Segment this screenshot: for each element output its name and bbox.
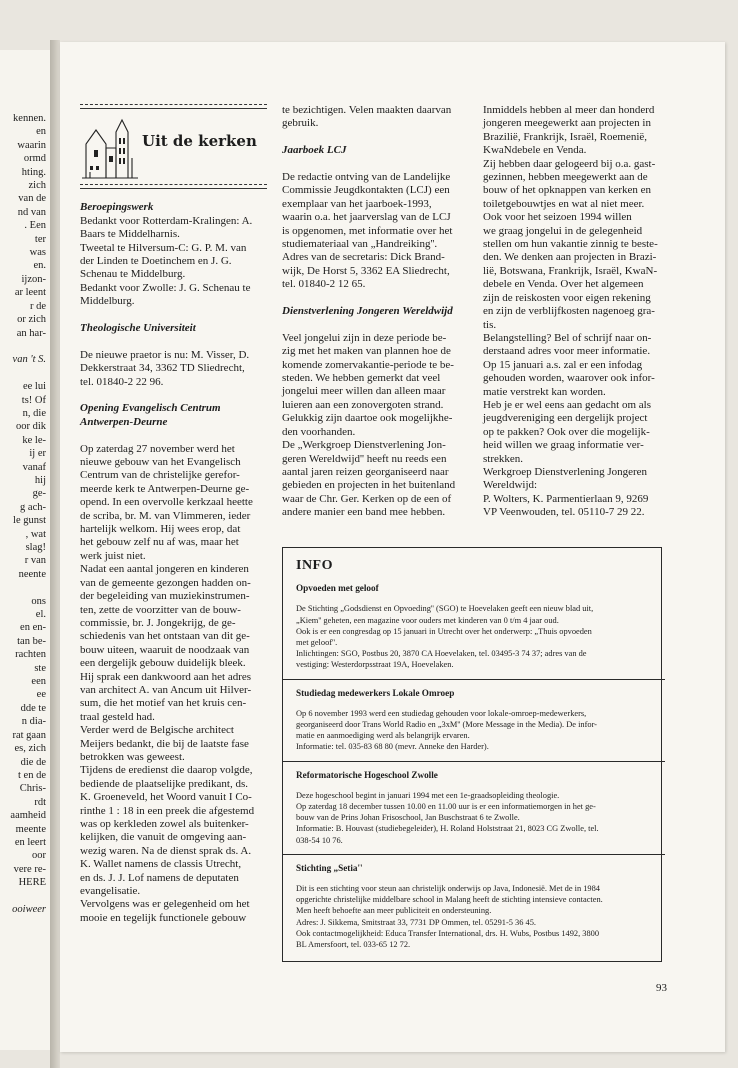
text-line: op te pakken? Ook over die mogelijk-	[483, 425, 650, 438]
previous-page-line: n dia-	[21, 716, 46, 728]
text-line: debele en Venda. Over het algemeen	[483, 278, 644, 291]
text-line: we graag jongelui in de gelegenheid	[483, 224, 643, 237]
info-text-line: vestiging: Westerdorpsstraat 19A, Hoevelaken.	[296, 660, 454, 670]
text-line: Adres van de secretaris: Dick Brand-	[282, 251, 445, 264]
paragraph-gap	[80, 429, 275, 442]
text-line: Wereldwijd:	[483, 479, 538, 492]
previous-page-line: en leert	[14, 836, 46, 848]
paragraph-gap	[80, 335, 275, 348]
paragraph-gap	[282, 292, 477, 305]
text-line: waarin o.a. het jaarverslag van de LCJ	[282, 211, 451, 224]
text-line: Middelburg.	[80, 295, 135, 308]
text-line: Ook voor het seizoen 1994 willen	[483, 211, 632, 224]
text-line: Zij hebben daar gelogeerd bij o.a. gast-	[483, 157, 656, 170]
text-line: hartelijk welkom. Hij wees erop, dat	[80, 523, 241, 536]
previous-page-line: een	[31, 676, 46, 688]
text-line: De „Werkgroep Dienstverlening Jon-	[282, 439, 446, 452]
text-line: Nadat een aantal jongeren en kinderen	[80, 563, 249, 576]
text-line: Hij sprak een dankwoord aan het adres	[80, 670, 252, 683]
text-line: toiletgebouwtjes en wat al niet meer.	[483, 197, 645, 210]
previous-page-line: was	[29, 247, 46, 259]
article-heading: Beroepingswerk	[80, 201, 154, 214]
text-line: Werkgroep Dienstverlening Jongeren	[483, 465, 648, 478]
header-rule-top	[80, 104, 267, 109]
column-3-text	[483, 104, 681, 520]
previous-page-line	[0, 890, 48, 903]
text-line: was op kerkleden zowel als buitenker-	[80, 818, 249, 831]
text-line: van architect A. van Ancum uit Hilver-	[80, 683, 252, 696]
previous-page-line: rdt	[34, 796, 46, 808]
info-text-line: BL Amersfoort, tel. 033-65 12 72.	[296, 940, 411, 950]
previous-page-line	[0, 581, 48, 594]
text-line: wezig waren. Na de dienst sprak ds. A.	[80, 844, 252, 857]
previous-page-line: el.	[35, 609, 46, 621]
text-line: De nieuwe praetor is nu: M. Visser, D.	[80, 348, 250, 361]
text-line: bouw of het opknappen van kerken en	[483, 184, 652, 197]
paragraph-gap	[80, 389, 275, 402]
previous-page-line: ij er	[29, 448, 46, 460]
text-line: zijn de reiskosten voor eigen rekening	[483, 291, 651, 304]
column-1-text	[80, 188, 275, 925]
text-line: een dergelijk gebouw duidelijk bleek.	[80, 657, 246, 670]
text-line: exemplaar van het jaarboek-1993,	[282, 197, 432, 210]
text-line: de scriba, br. M. van Vlimmeren, ieder	[80, 509, 251, 522]
info-box	[282, 547, 662, 962]
previous-page-line: aamheid	[10, 810, 46, 822]
info-divider	[283, 761, 665, 762]
text-line: gehouden worden, waarover ook infor-	[483, 372, 655, 385]
paragraph-gap	[80, 309, 275, 322]
text-line: geren Wereldwijd'' heeft nu reeds een	[282, 452, 447, 465]
text-line: P. Wolters, K. Parmentierlaan 9, 9269	[483, 492, 649, 505]
text-line: werk juist niet.	[80, 549, 146, 562]
text-line: Heb je er wel eens aan gedacht om als	[483, 398, 651, 411]
previous-page-line: ooiweer	[12, 903, 46, 915]
paragraph-gap	[282, 158, 477, 171]
info-heading: Stichting „Setia''	[296, 862, 363, 873]
previous-page-line: Chris-	[19, 783, 46, 795]
info-text-line: Op 6 november 1993 werd een studiedag gehouden voor lokale-omroep-medewerkers,	[296, 708, 587, 718]
text-line: Belangstelling? Bel of schrijf naar on-	[483, 331, 652, 344]
text-line: gezinnen, hebben meegewerkt aan de	[483, 171, 648, 184]
info-title: INFO	[296, 558, 333, 573]
previous-page-line: hij	[34, 474, 46, 486]
previous-page-line: rat gaan	[12, 729, 46, 741]
text-line: jongelui meer willen dan alleen maar	[282, 385, 446, 398]
info-text-line: Deze hogeschool begint in januari 1994 met een 1e-graadsopleiding theologie.	[296, 790, 560, 800]
magazine-page	[60, 42, 725, 1052]
info-text-line: Dit is een stichting voor steun aan christelijk onderwijs op Java, Indonesië. Met de in 1984	[296, 884, 600, 894]
text-line: schiedenis van het ontstaan van dit ge-	[80, 630, 250, 643]
previous-page-edge	[0, 50, 51, 1050]
page-number: 93	[656, 982, 667, 994]
text-line: kelijken, die vanuit de omgeving aan-	[80, 831, 247, 844]
previous-page-line: vere re-	[13, 863, 46, 875]
previous-page-line	[0, 340, 48, 353]
text-line: Bedankt voor Zwolle: J. G. Schenau te	[80, 281, 251, 294]
previous-page-line: HERE	[18, 877, 46, 889]
info-text-line: Ook contactmogelijkheid: Educa Transfer International, drs. H. Wubs, Postbus 1492, 3800	[296, 928, 600, 938]
text-line: nieuwe gebouw van het Evangelisch	[80, 456, 241, 469]
text-line: stellen om hun vakantie zinnig te beste-	[483, 238, 658, 251]
book-gutter	[50, 40, 60, 1068]
text-line: van de gemeente gezongen hadden on-	[80, 576, 251, 589]
text-line: Schenau te Middelburg.	[80, 268, 186, 281]
text-line: Inmiddels hebben al meer dan honderd	[483, 104, 655, 116]
text-line: sum, die het motief van het kruis cen-	[80, 697, 247, 710]
previous-page-line: van de	[18, 193, 46, 205]
text-line: jongeren meegewerkt aan projecten in	[483, 117, 651, 130]
text-line: der begeleiding van muziekinstrumen-	[80, 590, 250, 603]
text-line: is opgenomen, met informatie over het	[282, 224, 453, 237]
text-line: den voorhanden.	[282, 425, 356, 438]
text-line: Vervolgens was er gelegenheid om het	[80, 898, 250, 911]
header-rule-bottom	[80, 184, 267, 189]
previous-page-line: ter	[34, 233, 46, 245]
text-line: waar de Chr. Ger. Kerken op de een of	[282, 492, 452, 505]
section-header	[80, 104, 267, 188]
text-line: evangelisatie.	[80, 885, 141, 898]
previous-page-line: n, die	[22, 407, 46, 419]
info-text-line: opgerichte christelijke middelbare school in Malang heeft de stichting intensieve contacten.	[296, 895, 603, 905]
previous-page-line: ts! Of	[21, 394, 46, 406]
text-line: mooie en tegelijk functionele gebouw	[80, 911, 247, 924]
text-line: K. Groeneveld, het Woord vanuit I Co-	[80, 791, 252, 804]
previous-page-line: tan be-	[17, 635, 46, 647]
paragraph-gap	[282, 131, 477, 144]
previous-page-line: ee lui	[22, 381, 46, 393]
previous-page-line: t en de	[18, 769, 46, 781]
article-heading: Theologische Universiteit	[80, 322, 196, 335]
previous-page-text	[0, 112, 48, 916]
column-1	[80, 104, 275, 925]
text-line: Op zaterdag 27 november werd het	[80, 442, 235, 455]
text-line: strekken.	[483, 452, 524, 465]
previous-page-line: . Een	[24, 220, 46, 232]
text-line: zig met het maken van plannen hoe de	[282, 345, 451, 358]
text-line: tel. 01840-2 12 65.	[282, 278, 366, 291]
previous-page-line: kennen.	[13, 113, 46, 124]
text-line: Commissie Jeugdkontakten (LCJ) een	[282, 184, 450, 197]
previous-page-line: hting.	[21, 166, 46, 178]
info-text-line: met geloof''.	[296, 638, 338, 648]
previous-page-line: ijzon-	[21, 273, 46, 285]
previous-page-line: nd van	[17, 206, 46, 218]
text-line: Gelukkig zijn daartoe ook mogelijkhe-	[282, 412, 453, 425]
info-heading: Studiedag medewerkers Lokale Omroep	[296, 687, 455, 698]
text-line: Centrum van de christelijke gerefor-	[80, 469, 240, 482]
previous-page-line: slag!	[25, 542, 46, 553]
text-line: Tweetal te Hilversum-C: G. P. M. van	[80, 241, 247, 254]
info-heading: Reformatorische Hogeschool Zwolle	[296, 769, 438, 780]
article-heading: Opening Evangelisch Centrum	[80, 402, 221, 415]
info-text-line: Informatie: B. Houvast (studiebegeleider), H. Roland Holststraat 21, 8023 CG Zwolle, tel.	[296, 824, 599, 834]
text-line: De redactie ontving van de Landelijke	[282, 171, 451, 183]
info-heading: Opvoeden met geloof	[296, 583, 379, 594]
info-text-line: „Kiem'' geheten, een magazine voor ouders met kinderen van 0 t/m 4 jaar oud.	[296, 615, 559, 625]
previous-page-line: ee	[36, 689, 46, 701]
text-line: den. We denken aan projecten in Brazi-	[483, 251, 657, 264]
text-line: opend. In een overvolle kerkzaal heette	[80, 496, 253, 509]
paragraph-gap	[282, 318, 477, 331]
paragraph-gap	[80, 188, 275, 201]
previous-page-line: vanaf	[22, 461, 46, 473]
previous-page-line: en.	[33, 260, 46, 272]
article-heading: Jaarboek LCJ	[282, 144, 347, 157]
text-line: betrokken was geweest.	[80, 750, 185, 763]
text-line: gebruik.	[282, 117, 319, 130]
previous-page-line: es, zich	[14, 743, 46, 755]
previous-page-line: ge-	[32, 488, 46, 500]
previous-page-line: en en-	[20, 622, 46, 634]
text-line: luieren aan een zonovergoten strand.	[282, 398, 444, 411]
previous-page-line: r van	[24, 555, 46, 567]
text-line: commissie, br. J. Jongekrijg, de ge-	[80, 616, 236, 629]
info-text-line: Op zaterdag 18 december tussen 10.00 en 11.00 uur is er een informatiemorgen in het ge-	[296, 802, 596, 812]
previous-page-line: an har-	[16, 327, 46, 339]
section-title: Uit de kerken	[142, 132, 257, 150]
text-line: tis.	[483, 318, 497, 331]
previous-page-line: meente	[15, 823, 46, 835]
text-line: Verder werd de Belgische architect	[80, 724, 234, 737]
previous-page-line: waarin	[17, 139, 46, 151]
previous-page-line: or zich	[17, 314, 46, 326]
text-line: steden. We hebben gemerkt dat veel	[282, 372, 441, 385]
text-line: matie verstrekt kan worden.	[483, 385, 606, 398]
previous-page-line: rachten	[15, 649, 46, 661]
text-line: der Linden te Doetinchem en J. G.	[80, 255, 232, 268]
text-line: Bedankt voor Rotterdam-Kralingen: A.	[80, 214, 253, 227]
text-line: rinthe 1 : 18 in een preek die afgestemd	[80, 804, 255, 817]
text-line: KwaNdebele en Venda.	[483, 144, 587, 157]
text-line: Tijdens de eredienst die daarop volgde,	[80, 764, 253, 777]
info-text-line: Adres: J. Sikkema, Smitstraat 33, 7731 DP Ommen, tel. 05291-5 36 45.	[296, 917, 536, 927]
text-line: wijk, De Horst 5, 3362 EA Sliedrecht,	[282, 264, 450, 277]
previous-page-line: dde te	[20, 702, 46, 714]
text-line: heid willen we graag informatie ver-	[483, 439, 644, 452]
text-line: tel. 01840-2 22 96.	[80, 375, 164, 388]
info-divider	[283, 854, 665, 855]
info-text-line: Men heeft behoefte aan meer publiciteit en ondersteuning.	[296, 906, 492, 916]
previous-page-line: ar leent	[14, 287, 46, 299]
text-line: andere manier een band mee hebben.	[282, 506, 446, 519]
text-line: komende zomervakantie-periode te be-	[282, 358, 454, 371]
previous-page-line: oor	[32, 850, 46, 862]
info-text-line: georganiseerd door Trans World Radio en „3xM'' (More Message in the Media). De infor-	[296, 720, 597, 730]
text-line: en zijn de verblijfkosten nagenoeg gra-	[483, 305, 655, 318]
previous-page-line: r de	[29, 300, 46, 312]
text-line: Veel jongelui zijn in deze periode be-	[282, 331, 447, 344]
info-text-line: matie en aanmoediging werd als belangrijk ervaren.	[296, 731, 470, 741]
text-line: het gebouw zelf nu af was, maar het	[80, 536, 239, 549]
info-text-line: Informatie: tel. 035-83 68 80 (mevr. Anneke den Harder).	[296, 742, 489, 752]
column-2	[282, 104, 477, 520]
text-line: Brazilië, Frankrijk, Israël, Roemenië,	[483, 130, 648, 143]
article-heading: Dienstverlening Jongeren Wereldwijd	[282, 305, 453, 318]
text-line: traal gesteld had.	[80, 710, 155, 723]
previous-page-line: zich	[28, 180, 46, 192]
previous-page-line: neente	[18, 568, 46, 580]
info-text-line: De Stichting „Godsdienst en Opvoeding'' (SGO) te Hoevelaken geeft een nieuw blad uit,	[296, 604, 594, 614]
previous-page-line	[0, 367, 48, 380]
text-line: VP Veenwouden, tel. 05110-7 29 22.	[483, 506, 645, 519]
previous-page-line: ormd	[23, 153, 46, 165]
church-icon	[82, 118, 138, 180]
text-line: ten, zette de voorzitter van de bouw-	[80, 603, 241, 616]
previous-page-line: ons	[31, 595, 46, 607]
previous-page-line: van 't S.	[12, 354, 46, 366]
text-line: bouw uiteen, waaruit de noodzaak van	[80, 643, 250, 656]
info-text-line: 038-54 10 76.	[296, 835, 343, 845]
text-line: meerde kerk te Antwerpen-Deurne ge-	[80, 482, 250, 495]
info-text-line: Ook is er een congresdag op 15 januari in Utrecht over het onderwerp: „Thuis opvoeden	[296, 626, 592, 636]
info-text-line: bouw van de Prins Johan Frisoschool, Jan Buschstraat 6 te Zwolle.	[296, 813, 520, 823]
previous-page-line: oor dik	[15, 421, 46, 433]
text-line: Op 15 januari a.s. zal er een infodag	[483, 358, 643, 371]
text-line: jeugdvereniging een dergelijk project	[483, 412, 648, 425]
previous-page-line: le gunst	[13, 515, 46, 527]
info-divider	[283, 679, 665, 680]
info-text-line: Inlichtingen: SGO, Postbus 20, 3870 CA Hoevelaken, tel. 03495-3 74 37; adres van de	[296, 649, 587, 659]
text-line: Baars te Middelharnis.	[80, 228, 180, 241]
previous-page-line: en	[36, 126, 46, 138]
previous-page-line: , wat	[25, 528, 46, 540]
column-2-text	[282, 104, 477, 520]
previous-page-line: ke le-	[22, 434, 46, 446]
text-line: Meijers bedankt, die bij de laatste fase	[80, 737, 249, 750]
text-line: studiemateriaal van „Handreiking''.	[282, 238, 438, 251]
text-line: gebieden en projecten in het buitenland	[282, 479, 456, 492]
text-line: Dekkerstraat 34, 3362 TD Sliedrecht,	[80, 362, 245, 375]
column-3	[483, 104, 681, 520]
previous-page-line: g ach-	[20, 501, 46, 513]
article-heading: Antwerpen-Deurne	[80, 415, 168, 428]
text-line: K. Wallet namens de classis Utrecht,	[80, 858, 242, 871]
text-line: lië, Botswana, Frankrijk, Israël, KwaN-	[483, 264, 658, 277]
text-line: derstaand adres voor meer informatie.	[483, 345, 651, 358]
info-sections	[296, 583, 652, 950]
text-line: bediende de plaatselijke predikant, ds.	[80, 777, 248, 790]
text-line: en ds. J. J. Lof namens de deputaten	[80, 871, 239, 884]
text-line: te bezichtigen. Velen maakten daarvan	[282, 104, 452, 116]
text-line: aantal jaren reizen georganiseerd naar	[282, 465, 449, 478]
previous-page-line: die de	[20, 756, 46, 768]
previous-page-line: ste	[34, 662, 46, 674]
